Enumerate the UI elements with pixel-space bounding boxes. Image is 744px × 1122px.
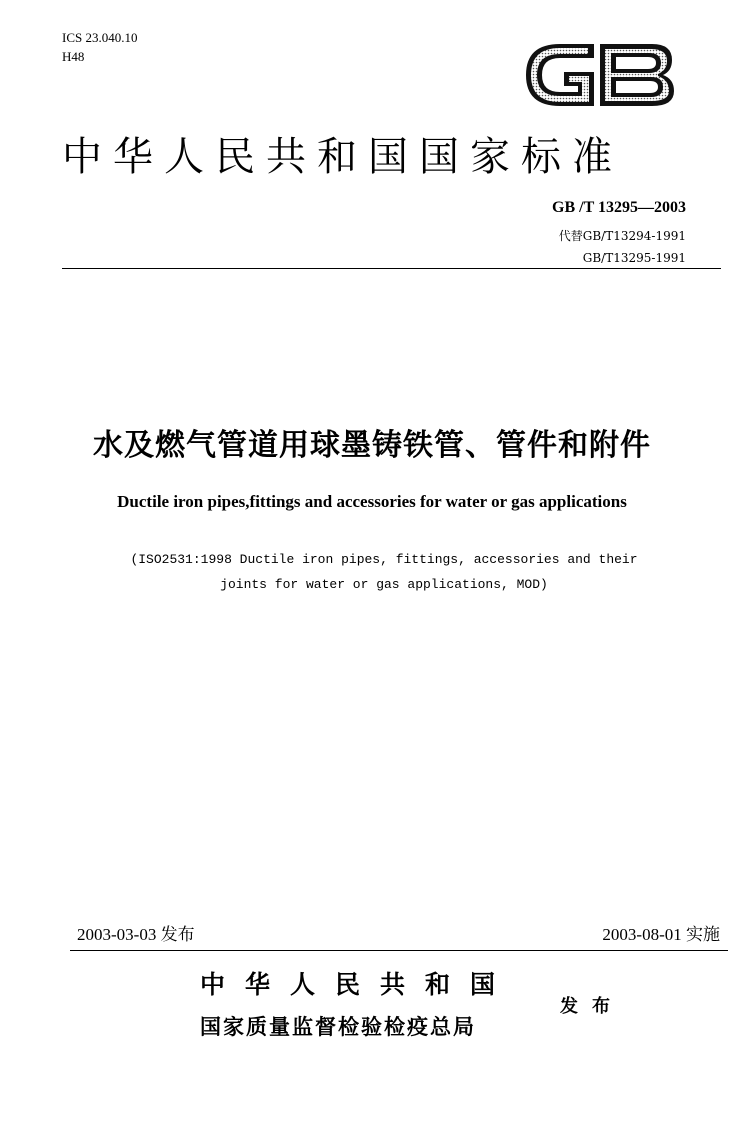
replaced-standard: 代替GB/T13294-1991 <box>558 229 686 243</box>
issue-action: 发布 <box>560 996 624 1017</box>
issuer-agency: 国家质量监督检验检疫总局 <box>200 1014 476 1039</box>
footer-divider <box>70 950 728 951</box>
implementation-date: 2003-08-01 实施 <box>602 925 720 944</box>
ccs-code: H48 <box>62 49 85 64</box>
ics-code: ICS 23.040.10 <box>62 30 138 45</box>
replaced-standard: GB/T13295-1991 <box>582 251 686 265</box>
english-title: Ductile iron pipes,fittings and accessories for water or gas applications <box>117 492 627 511</box>
classification-codes <box>62 28 137 66</box>
header-divider <box>62 268 721 269</box>
national-standard-title: 中华人民共和国国家标准 <box>62 134 623 180</box>
gb-logo-icon <box>520 34 676 116</box>
iso-note-line: joints for water or gas applications, MOD) <box>220 577 548 592</box>
issuer-country: 中华人民共和国 <box>200 970 516 999</box>
iso-note-line: (ISO2531:1998 Ductile iron pipes, fittings, accessories and their <box>130 552 638 567</box>
replaced-standards <box>559 225 686 269</box>
iso-equivalence-note <box>0 547 744 597</box>
chinese-title: 水及燃气管道用球墨铸铁管、管件和附件 <box>93 428 651 463</box>
publication-date: 2003-03-03 发布 <box>77 925 195 944</box>
standard-number: GB /T 13295—2003 <box>552 199 686 216</box>
